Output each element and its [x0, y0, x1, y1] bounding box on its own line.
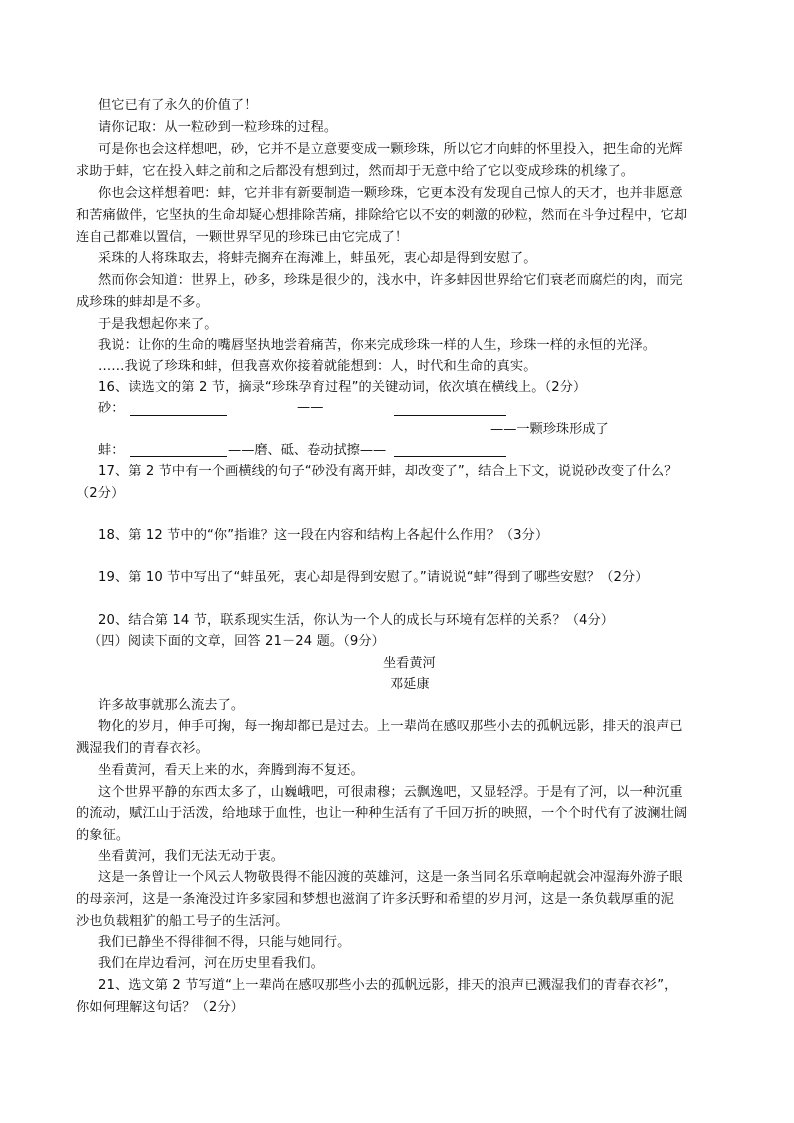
passage-line: 求助于蚌，它在投入蚌之前和之后都没有想到过，然而却于无意中给了它以变成珍珠的机缘了。 — [76, 164, 635, 179]
passage-line: 但它已有了永久的价值了！ — [98, 98, 258, 113]
question-17-points: （2分） — [76, 486, 125, 501]
answer-blank[interactable] — [130, 415, 227, 416]
passage-line: 的象征。 — [76, 828, 130, 843]
passage-line: 溅湿我们的青春衣衫。 — [76, 741, 209, 756]
question-21: 21、选文第 2 节写道“上一辈尚在感叹那些小去的孤帆远影，排天的浪声已溅湿我们的青春衣衫”， — [98, 978, 678, 993]
passage-line: 成珍珠的蚌却是不多。 — [76, 295, 209, 310]
passage-line: 坐看黄河，看天上来的水，奔腾到海不复还。 — [98, 763, 364, 778]
article-author: 邓延康 — [390, 677, 430, 692]
passage-line: 于是我想起你来了。 — [98, 317, 218, 332]
passage-line: 的母亲河，这是一条淹没过许多家园和梦想也滋润了许多沃野和希望的岁月河，这是一条负载厚重的泥 — [76, 892, 674, 907]
question-17: 17、第 2 节中有一个画横线的句子“砂没有离开蚌，却改变了”，结合上下文，说说砂改变了什么？ — [98, 464, 678, 479]
passage-line: 然而你会知道：世界上，砂多，珍珠是很少的，浅水中，许多蚌因世界给它们衰老而腐烂的肉，而完 — [98, 273, 683, 288]
passage-line: 我说：让你的生命的嘴唇坚执地尝着痛苦，你来完成珍珠一样的人生，珍珠一样的永恒的光泽。 — [98, 338, 657, 353]
passage-line: 的流动，赋江山于活泼，给地球于血性，也让一种种生活有了千回万折的映照，一个个时代有了波澜壮阔 — [76, 806, 688, 821]
passage-line: 我们已静坐不得徘徊不得，只能与她同行。 — [98, 935, 351, 950]
passage-line: ……我说了珍珠和蚌，但我喜欢你接着就能想到：人，时代和生命的真实。 — [98, 359, 537, 374]
question-20: 20、结合第 14 节，联系现实生活，你认为一个人的成长与环境有怎样的关系？（4分） — [98, 613, 615, 628]
passage-line: 我们在岸边看河，河在历史里看我们。 — [98, 956, 324, 971]
passage-line: 连自己都难以置信，一颗世界罕见的珍珠已由它完成了！ — [76, 230, 409, 245]
answer-blank[interactable] — [130, 456, 227, 457]
passage-line: 沙也负载粗犷的船工号子的生活河。 — [76, 914, 289, 929]
passage-line: 请你记取：从一粒砂到一粒珍珠的过程。 — [98, 120, 338, 135]
passage-line: 采珠的人将珠取去，将蚌壳搁弃在海滩上，蚌虽死，衷心却是得到安慰了。 — [98, 251, 537, 266]
question-21-cont: 你如何理解这句话？（2分） — [76, 1000, 244, 1015]
passage-line: 坐看黄河，我们无法无动于衷。 — [98, 849, 285, 864]
answer-blank[interactable] — [394, 456, 506, 457]
passage-line: 和苦痛做伴，它坚执的生命却疑心想排除苦痛，排除给它以不安的刺激的砂粒，然而在斗争过程中，它却 — [76, 208, 688, 223]
passage-line: 许多故事就那么流去了。 — [98, 698, 245, 713]
question-19: 19、第 10 节中写出了“蚌虽死，衷心却是得到安慰了。”请说说“蚌”得到了哪些安慰？（2分） — [98, 570, 649, 585]
sand-label: 砂： — [98, 401, 125, 416]
answer-blank[interactable] — [394, 415, 506, 416]
passage-line: 这是一条曾让一个风云人物敬畏得不能囚渡的英雄河，这是一条当同名乐章响起就会冲湿海外游子眼 — [98, 870, 683, 885]
question-18: 18、第 12 节中的“你”指谁？这一段在内容和结构上各起什么作用？（3分） — [98, 528, 549, 543]
clam-label: 蚌： — [98, 443, 125, 458]
passage-line: 这个世界平静的东西太多了，山巍峨吧，可很肃穆；云飘逸吧，又显轻浮。于是有了河，以一种沉重 — [98, 785, 683, 800]
passage-line: 你也会这样想着吧：蚌，它并非有新要制造一颗珍珠，它更本没有发现自己惊人的天才，也并非愿意 — [98, 186, 683, 201]
clam-process: ——磨、砥、卷动拭擦—— — [228, 443, 387, 458]
section-heading: （四）阅读下面的文章，回答 21－24 题。（9分） — [88, 634, 385, 649]
passage-line: 物化的岁月，伸手可掬，每一掬却都已是过去。上一辈尚在感叹那些小去的孤帆远影，排天的浪声已 — [98, 719, 683, 734]
passage-line: 可是你也会这样想吧，砂，它并不是立意要变成一颗珍珠，所以它才向蚌的怀里投入，把生命的光辉 — [98, 142, 683, 157]
formed-text: ——一颗珍珠形成了 — [490, 422, 609, 437]
dash: —— — [297, 400, 324, 415]
question-16: 16、读选文的第 2 节，摘录“珍珠孕育过程”的关键动词，依次填在横线上。（2分） — [98, 380, 587, 395]
article-title: 坐看黄河 — [383, 656, 436, 671]
